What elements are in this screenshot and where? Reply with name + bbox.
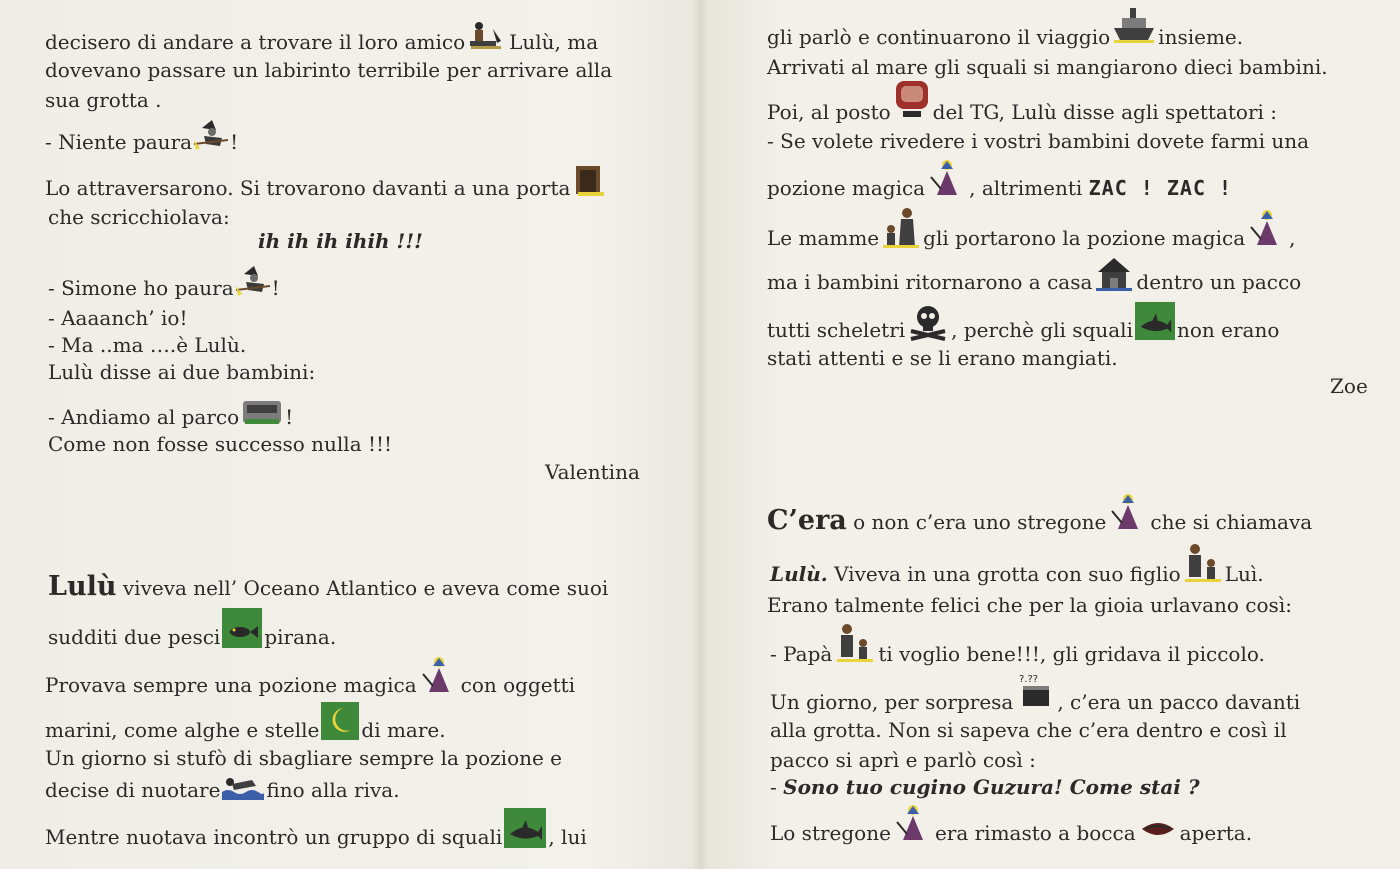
text-line: - Sono tuo cugino Guzura! Come stai ?: [770, 775, 1200, 799]
mother-child-icon: [881, 207, 921, 249]
text-line: Lulù. Viveva in una grotta con suo figlio Luì.: [770, 562, 1264, 586]
wizard-icon: [1108, 493, 1148, 533]
text-line: alla grotta. Non si sapeva che c’era dentro e così il: [770, 718, 1287, 742]
wizard-icon: [419, 656, 459, 696]
television-icon: [893, 77, 931, 121]
text-line: tutti scheletri , perchè gli squali non erano: [767, 318, 1279, 342]
text-line: Lulù viveva nell’ Oceano Atlantico e aveva come suoi: [48, 571, 609, 602]
signature-zoe: Zoe: [1330, 374, 1368, 398]
person-icon: [467, 21, 507, 53]
text-line: - Ma ..ma ….è Lulù.: [48, 333, 247, 357]
text-line: pozione magica , altrimenti ZAC ! ZAC !: [767, 176, 1232, 200]
story-title: C’era: [767, 505, 847, 536]
signature-valentina: Valentina: [545, 460, 640, 484]
text-line: ma i bambini ritornarono a casa dentro un pacco: [767, 270, 1301, 294]
swimmer-icon: [222, 774, 264, 800]
ship-icon: [1112, 6, 1156, 46]
text-line: - Papà ti voglio bene!!!, gli gridava il piccolo.: [770, 642, 1265, 666]
surprise-box-icon: [1015, 672, 1055, 712]
story-title: Lulù: [48, 571, 117, 602]
fish-icon: [222, 608, 262, 648]
father-son-icon: [834, 623, 876, 665]
text-line: - Niente paura !: [45, 130, 238, 154]
door-icon: [572, 164, 606, 198]
text-line: gli parlò e continuarono il viaggio insieme.: [767, 25, 1243, 49]
text-line: decise di nuotare fino alla riva.: [45, 778, 400, 802]
text-line: Mentre nuotava incontrò un gruppo di squali , lui: [45, 825, 587, 849]
text-line: - Se volete rivedere i vostri bambini dovete farmi una: [767, 129, 1310, 153]
text-line: sua grotta .: [45, 88, 162, 112]
text-line: Lo attraversarono. Si trovarono davanti a una porta: [45, 176, 608, 200]
text-line: Lo stregone era rimasto a bocca aperta.: [770, 821, 1252, 845]
text-line: Provava sempre una pozione magica con oggetti: [45, 673, 575, 697]
cousin-greeting: Sono tuo cugino Guzura! Come stai ?: [783, 775, 1200, 799]
text-line: - Andiamo al parco !: [48, 405, 293, 429]
text-line: decisero di andare a trovare il loro amico Lulù, ma: [45, 30, 598, 54]
mouth-icon: [1138, 815, 1178, 843]
text-line: Lulù disse ai due bambini:: [48, 360, 316, 384]
text-line: che scricchiolava:: [48, 205, 230, 229]
text-line: Un giorno, per sorpresa ?.?? , c’era un pacco davanti: [770, 673, 1301, 714]
text-line: C’era o non c’era uno stregone che si chiamava: [767, 509, 1312, 534]
shark-icon: [504, 808, 546, 848]
text-line: Le mamme gli portarono la pozione magica ,: [767, 226, 1295, 250]
page-fold: [692, 0, 708, 869]
skull-icon: [907, 301, 949, 341]
text-line: - Aaaanch’ io!: [48, 306, 188, 330]
text-line: Un giorno si stufò di sbagliare sempre la pozione e: [45, 746, 563, 770]
zac-sound: ZAC ! ZAC !: [1088, 176, 1233, 200]
text-line: pacco si aprì e parlò così :: [770, 748, 1036, 772]
wizard-icon: [893, 804, 933, 844]
text-line: Poi, al posto del TG, Lulù disse agli spettatori :: [767, 100, 1277, 124]
text-line: Come non fosse successo nulla !!!: [48, 432, 393, 456]
creaking-sound: ih ih ih ihih !!!: [258, 229, 423, 253]
text-line: Erano talmente felici che per la gioia urlavano così:: [767, 593, 1292, 617]
text-line: dovevano passare un labirinto terribile per arrivare alla: [45, 58, 613, 82]
text-line: stati attenti e se li erano mangiati.: [767, 346, 1118, 370]
witch-on-broom-icon: [236, 264, 270, 298]
shark-icon: [1135, 301, 1175, 341]
text-line: marini, come alghe e stelle di mare.: [45, 718, 446, 742]
text-line: sudditi due pesci pirana.: [48, 625, 336, 649]
text-line: - Simone ho paura !: [48, 276, 280, 300]
text-line: Arrivati al mare gli squali si mangiarono dieci bambini.: [767, 55, 1328, 79]
witch-on-broom-icon: [194, 118, 228, 152]
wizard-icon: [1247, 209, 1287, 249]
svg-text:?.??: ?.??: [1019, 673, 1039, 685]
wizard-icon: [927, 159, 967, 199]
father-son-icon: [1183, 543, 1223, 585]
park-bench-icon: [241, 395, 283, 429]
starfish-icon: [321, 702, 359, 740]
house-icon: [1094, 256, 1134, 292]
